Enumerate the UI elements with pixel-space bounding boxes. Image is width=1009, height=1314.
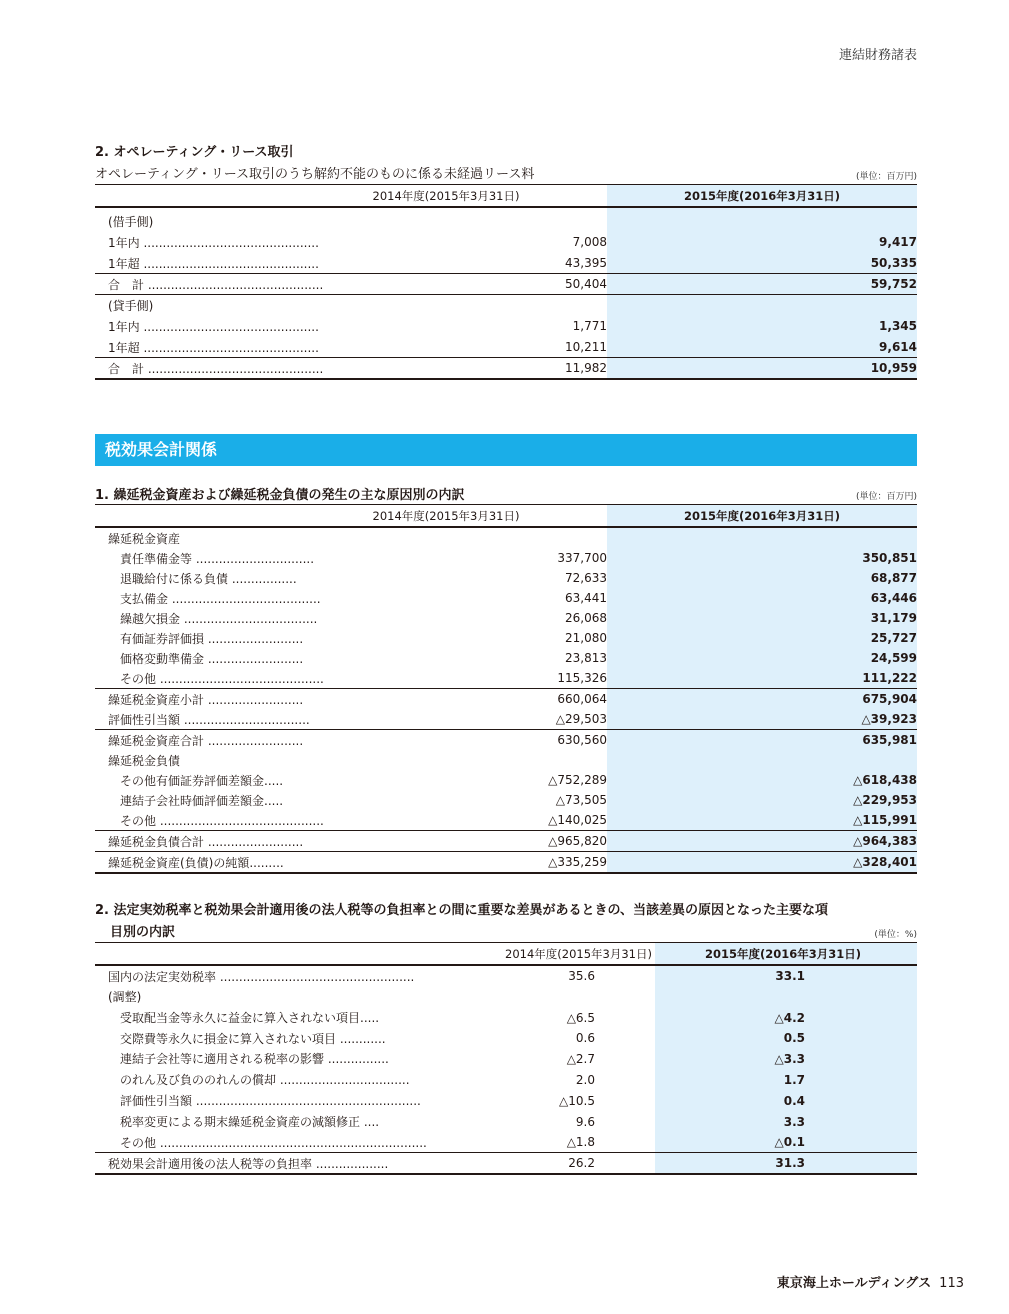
deferred-unit-label: (単位：百万円) bbox=[855, 492, 917, 502]
column-header-prev: 2014年度(2015年3月31日) bbox=[285, 505, 607, 528]
table-row: 繰延税金資産合計 ......................... 630,560 635,981 bbox=[95, 730, 917, 751]
lease-table bbox=[95, 184, 917, 380]
lease-heading: 2. オペレーティング・リース取引 bbox=[95, 145, 294, 160]
page-footer bbox=[777, 1272, 964, 1291]
table-row: 繰延税金資産小計 ......................... 660,064 675,904 bbox=[95, 689, 917, 710]
table-row: 合 計 .............................................. 50,404 59,752 bbox=[95, 274, 917, 295]
table-row: 合 計 .............................................. 11,982 10,959 bbox=[95, 358, 917, 380]
table-row: 繰越欠損金 ................................... 26,068 31,179 bbox=[95, 608, 917, 628]
table-row: 責任準備金等 ............................... 337,700 350,851 bbox=[95, 548, 917, 568]
column-header-current: 2015年度(2016年3月31日) bbox=[607, 505, 917, 528]
table-row: 交際費等永久に損金に算入されない項目 ............ 0.6 0.5 bbox=[95, 1028, 917, 1048]
table-row: 評価性引当額 ........................................................... △10.5 0.4 bbox=[95, 1090, 917, 1111]
table-row: 価格変動準備金 ......................... 23,813 24,599 bbox=[95, 648, 917, 668]
table-row: (借手側) bbox=[95, 207, 917, 231]
table-row: 1年超 .............................................. 10,211 9,614 bbox=[95, 337, 917, 358]
table-row: 税効果会計適用後の法人税等の負担率 ................... 26.2 31.3 bbox=[95, 1153, 917, 1175]
table-row: その他 ........................................... 115,326 111,222 bbox=[95, 668, 917, 689]
section-banner: 税効果会計関係 bbox=[95, 434, 917, 466]
tax-rate-table bbox=[95, 942, 917, 1175]
lease-subheading: オペレーティング・リース取引のうち解約不能のものに係る未経過リース料 bbox=[95, 167, 535, 182]
table-row: 1年超 .............................................. 43,395 50,335 bbox=[95, 253, 917, 274]
deferred-tax-table bbox=[95, 504, 917, 874]
taxrate-unit-label: (単位：%) bbox=[874, 930, 917, 940]
lease-unit-label: (単位：百万円) bbox=[855, 172, 917, 182]
table-row: その他 ........................................... △140,025 △115,991 bbox=[95, 810, 917, 831]
taxrate-heading-line1: 2. 法定実効税率と税効果会計適用後の法人税等の負担率との間に重要な差異があるときの、当該差異の原因となった主要な項 bbox=[95, 903, 828, 918]
taxrate-heading-line2: 目別の内訳 bbox=[110, 925, 176, 940]
table-row: 繰延税金資産(負債)の純額......... △335,259 △328,401 bbox=[95, 852, 917, 874]
table-row: 連結子会社時価評価差額金..... △73,505 △229,953 bbox=[95, 790, 917, 810]
column-header-prev: 2014年度(2015年3月31日) bbox=[285, 185, 607, 208]
column-header-current: 2015年度(2016年3月31日) bbox=[607, 185, 917, 208]
table-row: 繰延税金負債合計 ......................... △965,820 △964,383 bbox=[95, 831, 917, 852]
table-row: 国内の法定実効税率 ................................................... 35.6 33.1 bbox=[95, 965, 917, 986]
column-header-prev: 2014年度(2015年3月31日) bbox=[505, 943, 655, 966]
table-row: 支払備金 ....................................... 63,441 63,446 bbox=[95, 588, 917, 608]
page-number: 113 bbox=[939, 1276, 964, 1291]
table-row: 受取配当金等永久に益金に算入されない項目..... △6.5 △4.2 bbox=[95, 1007, 917, 1028]
table-row: その他有価証券評価差額金..... △752,289 △618,438 bbox=[95, 770, 917, 790]
table-row: のれん及び負ののれんの償却 .................................. 2.0 1.7 bbox=[95, 1069, 917, 1090]
section-label: 連結財務諸表 bbox=[838, 48, 917, 63]
table-row: 評価性引当額 ................................. △29,503 △39,923 bbox=[95, 709, 917, 730]
table-row: 税率変更による期末繰延税金資産の減額修正 .... 9.6 3.3 bbox=[95, 1111, 917, 1132]
table-row: 繰延税金資産 bbox=[95, 527, 917, 548]
column-header-current: 2015年度(2016年3月31日) bbox=[655, 943, 917, 966]
table-row: 有価証券評価損 ......................... 21,080 25,727 bbox=[95, 628, 917, 648]
table-row: 1年内 .............................................. 7,008 9,417 bbox=[95, 231, 917, 253]
table-row: (貸手側) bbox=[95, 295, 917, 316]
table-row: (調整) bbox=[95, 986, 917, 1007]
table-row: その他 ...................................................................... △1.8 △0.1 bbox=[95, 1132, 917, 1153]
table-row: 繰延税金負債 bbox=[95, 750, 917, 770]
company-name: 東京海上ホールディングス bbox=[776, 1276, 932, 1291]
table-row: 退職給付に係る負債 ................. 72,633 68,877 bbox=[95, 568, 917, 588]
table-row: 連結子会社等に適用される税率の影響 ................ △2.7 △3.3 bbox=[95, 1048, 917, 1069]
deferred-heading: 1. 繰延税金資産および繰延税金負債の発生の主な原因別の内訳 bbox=[95, 488, 465, 503]
table-row: 1年内 .............................................. 1,771 1,345 bbox=[95, 315, 917, 337]
